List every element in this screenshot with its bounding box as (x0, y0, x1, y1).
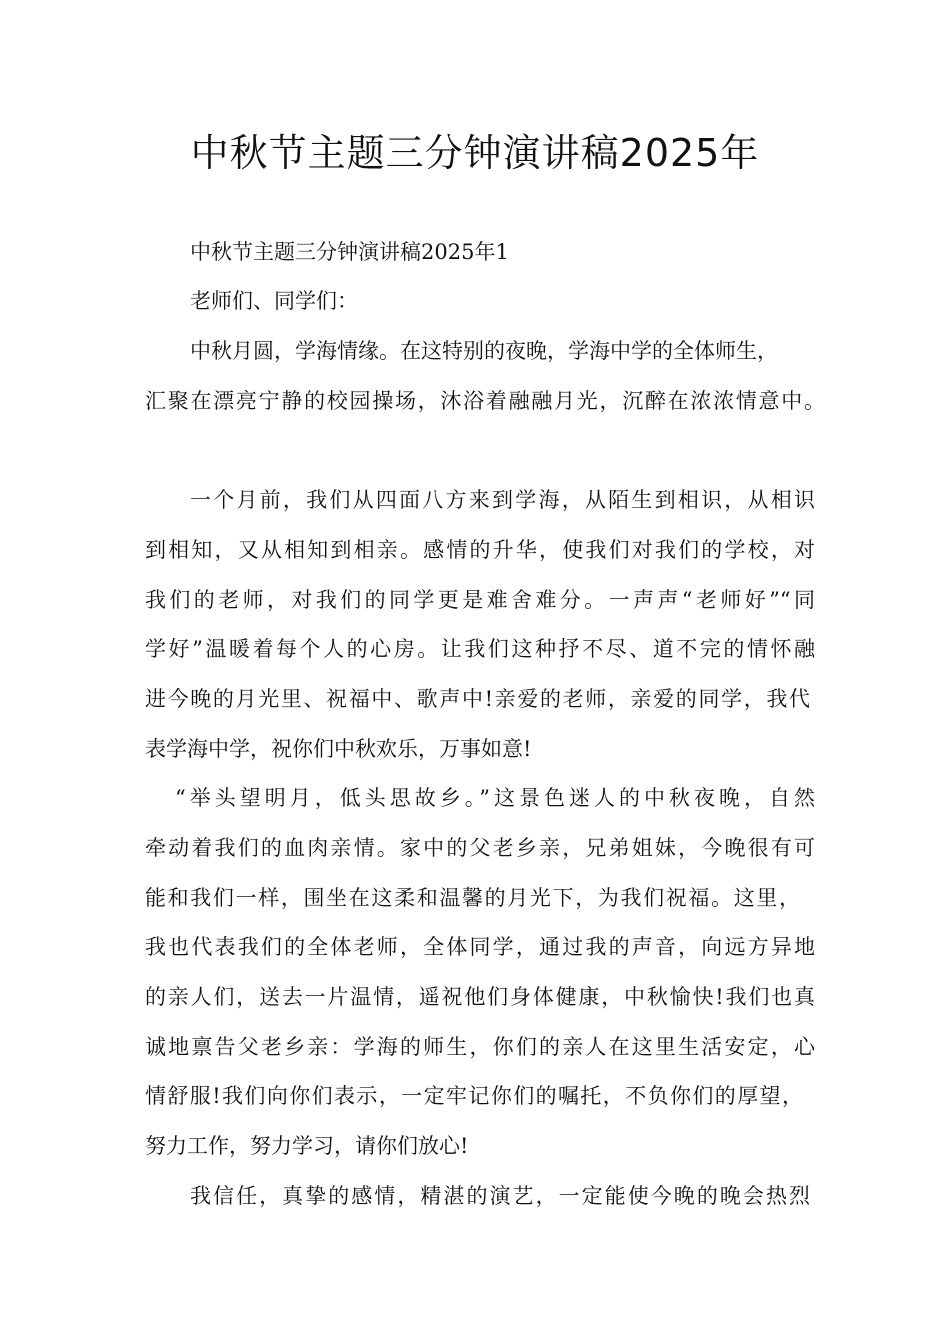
salutation-line: 老师们、同学们： (190, 289, 358, 313)
paragraph-3-line-2: 牵动着我们的血肉亲情。家中的父老乡亲，兄弟姐妹，今晚很有可 (145, 836, 815, 860)
paragraph-1-line-1: 中秋月圆，学海情缘。在这特别的夜晚，学海中学的全体师生， (190, 339, 778, 363)
paragraph-3-line-5: 的亲人们，送去一片温情，遥祝他们身体健康，中秋愉快!我们也真 (145, 985, 815, 1009)
document-title: 中秋节主题三分钟演讲稿2025年 (190, 131, 760, 175)
paragraph-3-line-1: “举头望明月，低头思故乡。”这景色迷人的中秋夜晚，自然 (175, 786, 815, 810)
paragraph-4-line-1: 我信任，真挚的感情，精湛的演艺，一定能使今晚的晚会热烈 (190, 1184, 810, 1208)
paragraph-3-line-6: 诚地禀告父老乡亲：学海的师生，你们的亲人在这里生活安定，心 (145, 1035, 815, 1059)
paragraph-2-line-4: 学好”温暖着每个人的心房。让我们这种抒不尽、道不完的情怀融 (145, 637, 815, 661)
paragraph-1-line-2: 汇聚在漂亮宁静的校园操场，沐浴着融融月光，沉醉在浓浓情意中。 (145, 389, 825, 413)
paragraph-2-line-2: 到相知，又从相知到相亲。感情的升华，使我们对我们的学校，对 (145, 538, 815, 562)
paragraph-3-line-7: 情舒服!我们向你们表示，一定牢记你们的嘱托，不负你们的厚望， (145, 1084, 803, 1108)
paragraph-2-line-3: 我们的老师，对我们的同学更是难舍难分。一声声“老师好”“同 (145, 588, 815, 612)
paragraph-2-line-6: 表学海中学，祝你们中秋欢乐，万事如意! (145, 737, 532, 761)
paragraph-3-line-8: 努力工作，努力学习，请你们放心! (145, 1134, 469, 1158)
paragraph-2-line-5: 进今晚的月光里、祝福中、歌声中!亲爱的老师，亲爱的同学，我代 (145, 687, 810, 711)
subtitle-line: 中秋节主题三分钟演讲稿2025年1 (190, 240, 509, 264)
paragraph-3-line-3: 能和我们一样，围坐在这柔和温馨的月光下，为我们祝福。这里， (145, 886, 800, 910)
paragraph-3-line-4: 我也代表我们的全体老师，全体同学，通过我的声音，向远方异地 (145, 935, 815, 959)
paragraph-2-line-1: 一个月前，我们从四面八方来到学海，从陌生到相识，从相识 (190, 488, 815, 512)
